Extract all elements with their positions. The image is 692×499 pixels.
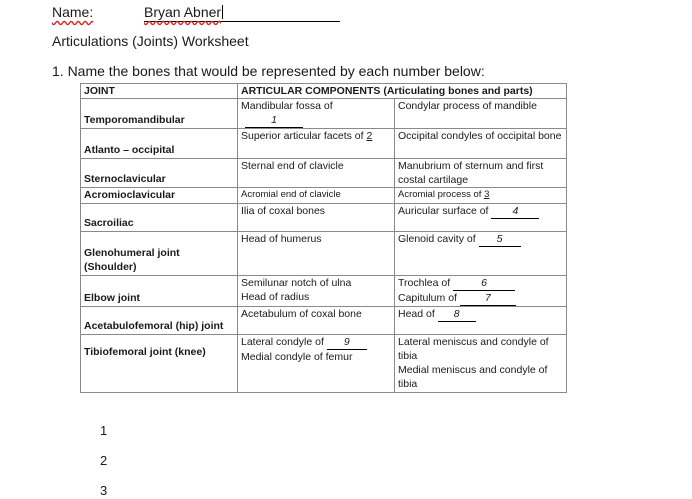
answer-blank[interactable]: 4 <box>491 204 539 219</box>
question-text: 1. Name the bones that would be represented by each number below: <box>52 63 485 79</box>
component-text: Acromial process of <box>398 189 482 200</box>
table-row <box>81 307 567 335</box>
answer-number: 2 <box>366 130 373 142</box>
component-text: Glenoid cavity of <box>398 233 476 245</box>
table-row <box>81 276 567 307</box>
component-right <box>395 204 567 232</box>
joint-name: Acromioclavicular <box>81 188 238 204</box>
joints-table <box>80 83 567 393</box>
component-left: Acromial end of clavicle <box>238 188 395 204</box>
component-text: Lateral condyle of <box>241 336 324 348</box>
joint-name: Glenohumeral joint (Shoulder) <box>81 232 238 276</box>
name-value: Bryan Abner <box>144 4 222 20</box>
table-header-row <box>81 84 567 99</box>
name-label: Name: <box>52 4 94 20</box>
component-left: Sternal end of clavicle <box>238 159 395 188</box>
table-row <box>81 335 567 393</box>
joint-name: Elbow joint <box>81 276 238 307</box>
component-text: Medial meniscus and condyle of tibia <box>398 364 548 390</box>
component-right: Occipital condyles of occipital bone <box>395 129 567 159</box>
component-text: Head of radius <box>241 291 310 303</box>
worksheet-title: Articulations (Joints) Worksheet <box>52 33 249 49</box>
name-line <box>52 4 340 22</box>
answer-blank[interactable]: 1 <box>245 113 303 128</box>
component-text: Capitulum of <box>398 292 457 304</box>
component-left: Acetabulum of coxal bone <box>238 307 395 335</box>
answer-blank[interactable]: 8 <box>438 307 476 322</box>
component-right <box>395 232 567 276</box>
component-text: Lateral meniscus and condyle of tibia <box>398 336 549 362</box>
component-right <box>395 188 567 204</box>
table-row <box>81 204 567 232</box>
table-row <box>81 99 567 129</box>
header-components: ARTICULAR COMPONENTS (Articulating bones and parts) <box>238 84 567 99</box>
component-left <box>238 99 395 129</box>
answer-blank[interactable]: 6 <box>453 276 515 291</box>
header-joint: JOINT <box>81 84 238 99</box>
component-right: Manubrium of sternum and first costal cartilage <box>395 159 567 188</box>
component-left <box>238 276 395 307</box>
table-row <box>81 129 567 159</box>
component-left: Head of humerus <box>238 232 395 276</box>
table-row <box>81 159 567 188</box>
component-text: Superior articular facets of <box>241 130 364 142</box>
component-text: Trochlea of <box>398 277 451 289</box>
joint-name: Sacroiliac <box>81 204 238 232</box>
answer-item-2: 2 <box>100 453 108 468</box>
component-text: Head of <box>398 308 435 320</box>
component-text: Semilunar notch of ulna <box>241 277 352 289</box>
joint-name: Atlanto – occipital <box>81 129 238 159</box>
component-right <box>395 335 567 393</box>
answer-item-1: 1 <box>100 423 108 438</box>
component-text: Mandibular fossa of <box>241 100 333 112</box>
table-row <box>81 232 567 276</box>
text-cursor <box>222 5 223 19</box>
answer-number: 3 <box>484 189 490 200</box>
component-left <box>238 335 395 393</box>
joint-name: Temporomandibular <box>81 99 238 129</box>
answer-item-3: 3 <box>100 483 108 498</box>
component-left <box>238 129 395 159</box>
joint-name: Sternoclavicular <box>81 159 238 188</box>
name-field[interactable] <box>144 4 340 22</box>
answer-blank[interactable]: 7 <box>460 291 516 306</box>
component-left: Ilia of coxal bones <box>238 204 395 232</box>
component-text: Medial condyle of femur <box>241 351 353 363</box>
component-right: Condylar process of mandible <box>395 99 567 129</box>
component-right <box>395 276 567 307</box>
joint-name: Acetabulofemoral (hip) joint <box>81 307 238 335</box>
joint-name: Tibiofemoral joint (knee) <box>81 335 238 393</box>
answer-blank[interactable]: 9 <box>327 335 367 350</box>
table-row <box>81 188 567 204</box>
component-text: Auricular surface of <box>398 205 489 217</box>
component-right <box>395 307 567 335</box>
answer-blank[interactable]: 5 <box>479 232 521 247</box>
